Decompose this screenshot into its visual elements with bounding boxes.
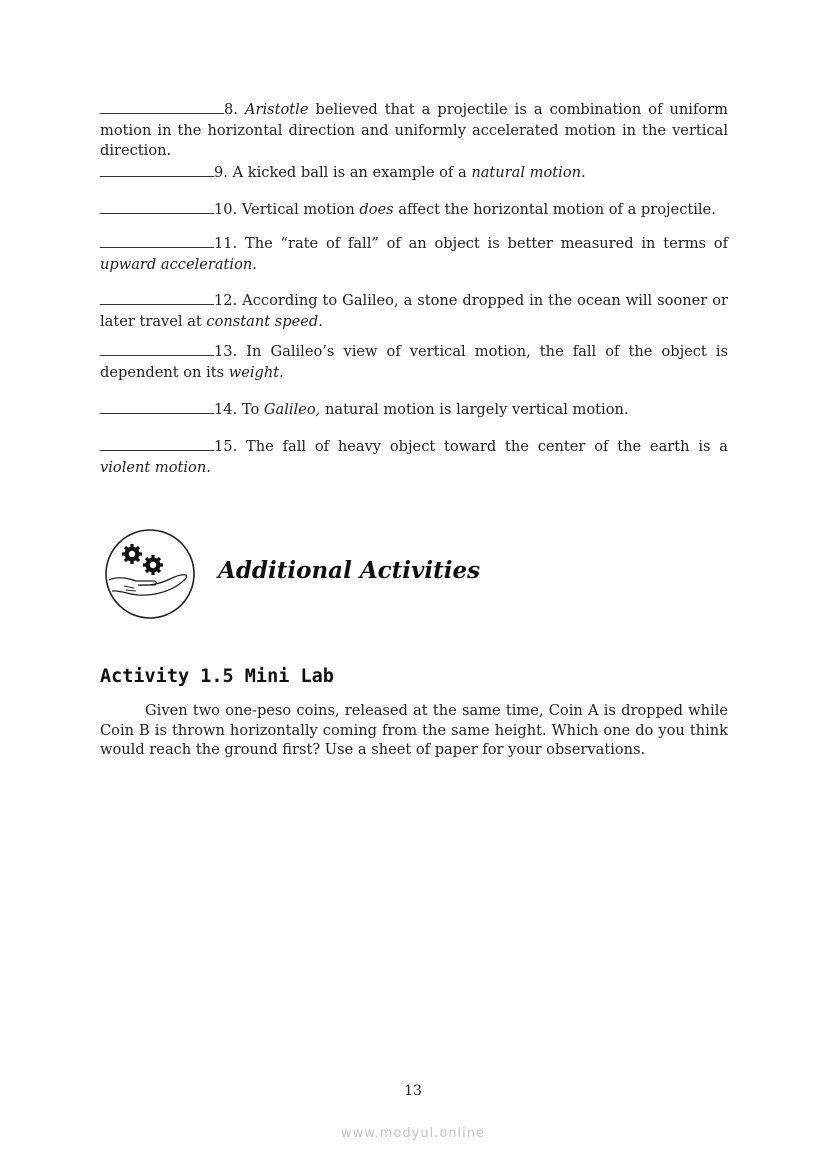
answer-blank[interactable] [100,163,214,177]
answer-blank[interactable] [100,400,214,414]
answer-blank[interactable] [100,342,214,356]
question-15: 15. The fall of heavy object toward the center of the earth is a violent motion. [100,438,728,476]
question-11: 11. The “rate of fall” of an object is better measured in terms of upward acceleration. [100,235,728,273]
activity-title: Activity 1.5 Mini Lab [100,666,334,687]
question-13: 13. In Galileo’s view of vertical motion, the fall of the object is dependent on its weight. [100,343,728,381]
question-14: 14. To Galileo, natural motion is largely vertical motion. [100,400,728,421]
page-number: 13 [404,1083,422,1099]
question-12: 12. According to Galileo, a stone dropped in the ocean will sooner or later travel at constant speed. [100,292,728,330]
question-10: 10. Vertical motion does affect the horizontal motion of a projectile. [100,200,728,221]
answer-blank[interactable] [100,234,214,248]
answer-blank[interactable] [100,100,224,114]
gears-in-hand-icon [104,528,196,620]
answer-blank[interactable] [100,200,214,214]
section-title: Additional Activities [218,557,481,584]
activity-instructions: Given two one-peso coins, released at the same time, Coin A is dropped while Coin B is thrown horizontally coming from the same height. Which one do you think would reach the ground first? Use a sheet of paper for your observations. [100,702,728,758]
answer-blank[interactable] [100,437,214,451]
answer-blank[interactable] [100,291,214,305]
question-8: 8. Aristotle believed that a projectile is a combination of uniform motion in the horizontal direction and uniformly accelerated motion in the vertical direction. [100,101,728,159]
question-9: 9. A kicked ball is an example of a natural motion. [100,163,728,184]
watermark: www.modyul.online [340,1126,486,1141]
